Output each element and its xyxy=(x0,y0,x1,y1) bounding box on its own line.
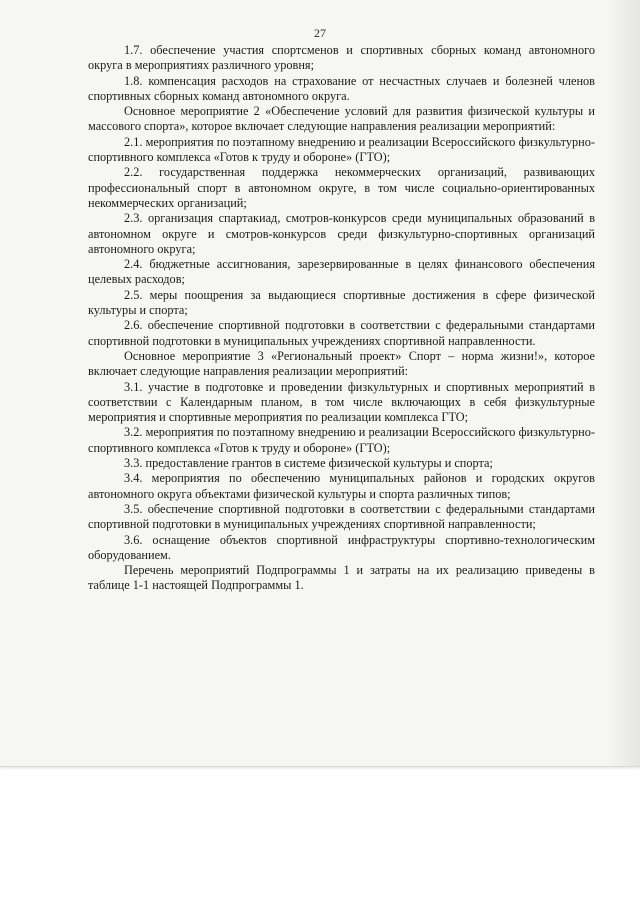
paragraph-3-4: 3.4. мероприятия по обеспечению муниципальных районов и городских округов автономного округа объектами физической культуры и спорта различных типов; xyxy=(88,471,595,501)
document-body xyxy=(88,43,595,594)
paragraph-3-6: 3.6. оснащение объектов спортивной инфраструктуры спортивно-технологическим оборудованием. xyxy=(88,532,595,562)
paragraph-events-list: Перечень мероприятий Подпрограммы 1 и затраты на их реализацию приведены в таблице 1-1 настоящей Подпрограммы 1. xyxy=(88,563,595,593)
paragraph-2-2: 2.2. государственная поддержка некоммерческих организаций, развивающих профессиональный спорт в автономном округе, в том числе социально-ориентированных некоммерческих организаций; xyxy=(88,165,595,210)
paragraph-2-3: 2.3. организация спартакиад, смотров-конкурсов среди муниципальных образований в автономном округе и смотров-конкурсов среди физкультурно-спортивных организаций автономного округа; xyxy=(88,211,595,256)
paragraph-3-1: 3.1. участие в подготовке и проведении физкультурных и спортивных мероприятий в соответствии с Календарным планом, в том числе включающих в себя физкультурные мероприятия и спортивные мероприятия по реализации комплекса ГТО; xyxy=(88,379,595,425)
paragraph-main-event-2: Основное мероприятие 2 «Обеспечение условий для развития физической культуры и массового спорта», которое включает следующие направления реализации мероприятий: xyxy=(88,104,595,134)
paragraph-2-6: 2.6. обеспечение спортивной подготовки в соответствии с федеральными стандартами спортивной подготовки в муниципальных учреждениях спортивной направленности. xyxy=(88,318,595,348)
page-number: 27 xyxy=(314,26,326,40)
paragraph-3-5: 3.5. обеспечение спортивной подготовки в соответствии с федеральными стандартами спортивной подготовки в муниципальных учреждениях спортивной направленности; xyxy=(88,501,595,532)
paragraph-3-3: 3.3. предоставление грантов в системе физической культуры и спорта; xyxy=(124,456,493,471)
paragraph-1-7: 1.7. обеспечение участия спортсменов и спортивных сборных команд автономного округа в мероприятиях различного уровня; xyxy=(88,43,595,73)
paragraph-1-8: 1.8. компенсация расходов на страхование от несчастных случаев и болезней членов спортивных сборных команд автономного округа. xyxy=(88,73,595,103)
paragraph-main-event-3: Основное мероприятие 3 «Региональный проект» Спорт – норма жизни!», которое включает следующие направления реализации мероприятий: xyxy=(88,348,595,379)
paragraph-2-5: 2.5. меры поощрения за выдающиеся спортивные достижения в сфере физической культуры и спорта; xyxy=(88,287,595,318)
paragraph-2-1: 2.1. мероприятия по поэтапному внедрению и реализации Всероссийского физкультурно-спортивного комплекса «Готов к труду и обороне» (ГТО); xyxy=(88,134,595,165)
paragraph-2-4: 2.4. бюджетные ассигнования, зарезервированные в целях финансового обеспечения целевых расходов; xyxy=(88,257,595,287)
paragraph-3-2: 3.2. мероприятия по поэтапному внедрению и реализации Всероссийского физкультурно-спортивного комплекса «Готов к труду и обороне» (ГТО); xyxy=(88,425,595,455)
